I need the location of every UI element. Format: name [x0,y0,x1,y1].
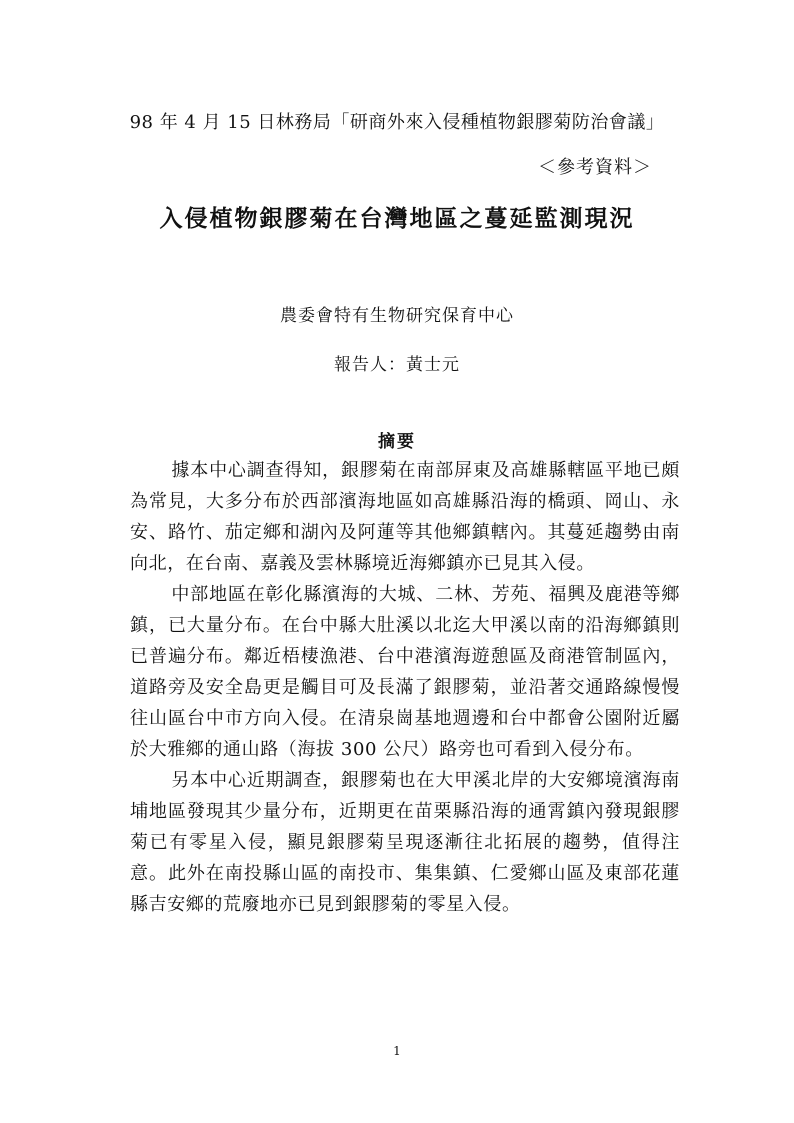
page-number: 1 [393,1044,401,1058]
abstract-paragraph: 中部地區在彰化縣濱海的大城、二林、芳苑、福興及鹿港等鄉鎮，已大量分布。在台中縣大肚溪以北迄大甲溪以南的沿海鄉鎮則已普遍分布。鄰近梧棲漁港、台中港濱海遊憩區及商港管制區內，道路旁及安全島更是觸目可及長滿了銀膠菊，並沿著交通路線慢慢往山區台中市方向入侵。在清泉崗基地週邊和台中都會公園附近屬於大雅鄉的通山路（海拔 300 公尺）路旁也可看到入侵分布。 [130,584,680,760]
abstract-heading: 摘要 [378,432,416,452]
reporter: 報告人：黃士元 [334,355,460,375]
abstract-body [130,455,680,920]
reference-label: ＜參考資料＞ [538,157,652,178]
meeting-header: 98 年 4 月 15 日林務局「研商外來入侵種植物銀膠菊防治會議」 [129,112,665,133]
document-title: 入侵植物銀膠菊在台灣地區之蔓延監測現況 [159,205,635,232]
organization: 農委會特有生物研究保育中心 [280,306,514,326]
abstract-paragraph: 據本中心調查得知，銀膠菊在南部屏東及高雄縣轄區平地已頗為常見，大多分布於西部濱海地區如高雄縣沿海的橋頭、岡山、永安、路竹、茄定鄉和湖內及阿蓮等其他鄉鎮轄內。其蔓延趨勢由南向北，在台南、嘉義及雲林縣境近海鄉鎮亦已見其入侵。 [130,460,680,574]
abstract-paragraph: 另本中心近期調查，銀膠菊也在大甲溪北岸的大安鄉境濱海南埔地區發現其少量分布，近期更在苗栗縣沿海的通霄鎮內發現銀膠菊已有零星入侵，顯見銀膠菊呈現逐漸往北拓展的趨勢，值得注意。此外在南投縣山區的南投市、集集鎮、仁愛鄉山區及東部花蓮縣吉安鄉的荒廢地亦已見到銀膠菊的零星入侵。 [130,770,680,915]
